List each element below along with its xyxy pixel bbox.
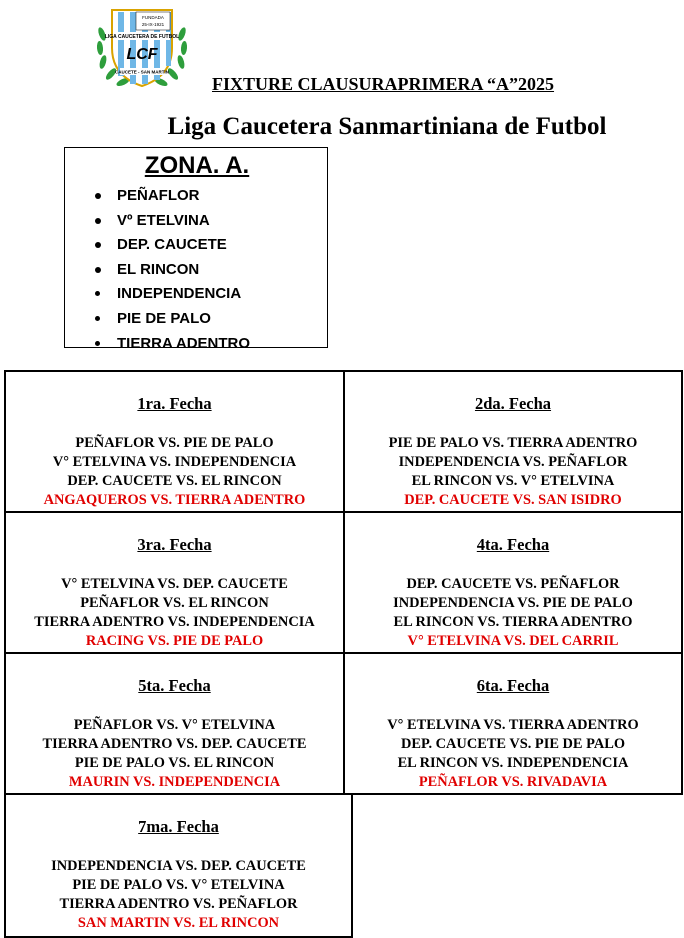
zone-team: TIERRA ADENTRO [89, 332, 250, 357]
fecha-card-3 [4, 511, 345, 654]
bullet-icon [95, 218, 101, 224]
fecha-card-1 [4, 370, 345, 513]
fecha-matches [345, 575, 681, 651]
interzonal-match: ANGAQUEROS VS. TIERRA ADENTRO [43, 492, 306, 508]
match: V° ETELVINA VS. TIERRA ADENTRO [387, 717, 639, 733]
zone-team-list [89, 184, 250, 356]
logo-founded-detail: 25-IX-1921 [141, 22, 165, 27]
logo-location: CAUCETE - SAN MARTIN [115, 69, 169, 75]
fecha-matches [6, 857, 351, 933]
fecha-card-7 [4, 793, 353, 938]
match: EL RINCON VS. INDEPENDENCIA [397, 755, 629, 771]
fecha-matches [6, 434, 343, 510]
match: DEP. CAUCETE VS. PEÑAFLOR [406, 576, 620, 592]
match: DEP. CAUCETE VS. PIE DE PALO [400, 736, 626, 752]
bullet-icon [95, 316, 100, 321]
match: TIERRA ADENTRO VS. INDEPENDENCIA [34, 614, 315, 630]
fixture-title: FIXTURE CLAUSURAPRIMERA “A”2025 [212, 74, 555, 94]
match: INDEPENDENCIA VS. DEP. CAUCETE [51, 858, 306, 874]
fecha-title: 4ta. Fecha [476, 535, 550, 554]
interzonal-match: DEP. CAUCETE VS. SAN ISIDRO [404, 492, 622, 508]
match: INDEPENDENCIA VS. PIE DE PALO [393, 595, 633, 611]
bullet-icon [95, 341, 100, 346]
zone-team: DEP. CAUCETE [89, 233, 250, 258]
logo-founded: FUNDADA [142, 15, 164, 20]
league-title: Liga Caucetera Sanmartiniana de Futbol [167, 113, 607, 140]
match: DEP. CAUCETE VS. EL RINCON [67, 473, 282, 489]
match: PEÑAFLOR VS. PIE DE PALO [75, 435, 274, 451]
interzonal-match: MAURIN VS. INDEPENDENCIA [68, 774, 281, 790]
fecha-title: 2da. Fecha [474, 394, 552, 413]
bullet-icon [95, 242, 101, 248]
zone-team: Vº ETELVINA [89, 209, 250, 234]
match: V° ETELVINA VS. INDEPENDENCIA [52, 454, 297, 470]
fecha-matches [6, 575, 343, 651]
fecha-card-6 [343, 652, 683, 795]
logo-initials: LCF [126, 46, 158, 63]
match: PEÑAFLOR VS. V° ETELVINA [73, 717, 276, 733]
bullet-icon [95, 267, 101, 273]
zone-team: INDEPENDENCIA [89, 282, 250, 307]
logo-name: LIGA CAUCETERA DE FUTBOL [104, 34, 180, 40]
fecha-card-4 [343, 511, 683, 654]
zone-team: EL RINCON [89, 258, 250, 283]
fecha-title: 1ra. Fecha [137, 394, 212, 413]
fecha-matches [345, 716, 681, 792]
match: V° ETELVINA VS. DEP. CAUCETE [61, 576, 288, 592]
fecha-title: 7ma. Fecha [138, 817, 219, 836]
fecha-matches [345, 434, 681, 510]
match: PIE DE PALO VS. EL RINCON [74, 755, 275, 771]
match: TIERRA ADENTRO VS. DEP. CAUCETE [42, 736, 307, 752]
fecha-title: 6ta. Fecha [476, 676, 550, 695]
bullet-icon [95, 291, 100, 296]
interzonal-match: V° ETELVINA VS. DEL CARRIL [407, 633, 619, 649]
fecha-card-2 [343, 370, 683, 513]
interzonal-match: PEÑAFLOR VS. RIVADAVIA [418, 774, 608, 790]
match: PEÑAFLOR VS. EL RINCON [80, 595, 269, 611]
fecha-matches [6, 716, 343, 792]
fecha-title: 3ra. Fecha [137, 535, 212, 554]
fecha-card-5 [4, 652, 345, 795]
fecha-title: 5ta. Fecha [138, 676, 211, 695]
bullet-icon [95, 193, 101, 199]
match: PIE DE PALO VS. V° ETELVINA [72, 877, 285, 893]
match: EL RINCON VS. TIERRA ADENTRO [393, 614, 633, 630]
match: TIERRA ADENTRO VS. PEÑAFLOR [59, 896, 298, 912]
zone-team: PEÑAFLOR [89, 184, 250, 209]
interzonal-match: SAN MARTIN VS. EL RINCON [77, 915, 280, 931]
match: EL RINCON VS. V° ETELVINA [411, 473, 615, 489]
zone-team: PIE DE PALO [89, 307, 250, 332]
zone-box [64, 147, 328, 352]
match: PIE DE PALO VS. TIERRA ADENTRO [388, 435, 638, 451]
league-logo [92, 4, 192, 90]
zone-title: ZONA. A. [144, 152, 250, 179]
match: INDEPENDENCIA VS. PEÑAFLOR [398, 454, 628, 470]
interzonal-match: RACING VS. PIE DE PALO [85, 633, 264, 649]
